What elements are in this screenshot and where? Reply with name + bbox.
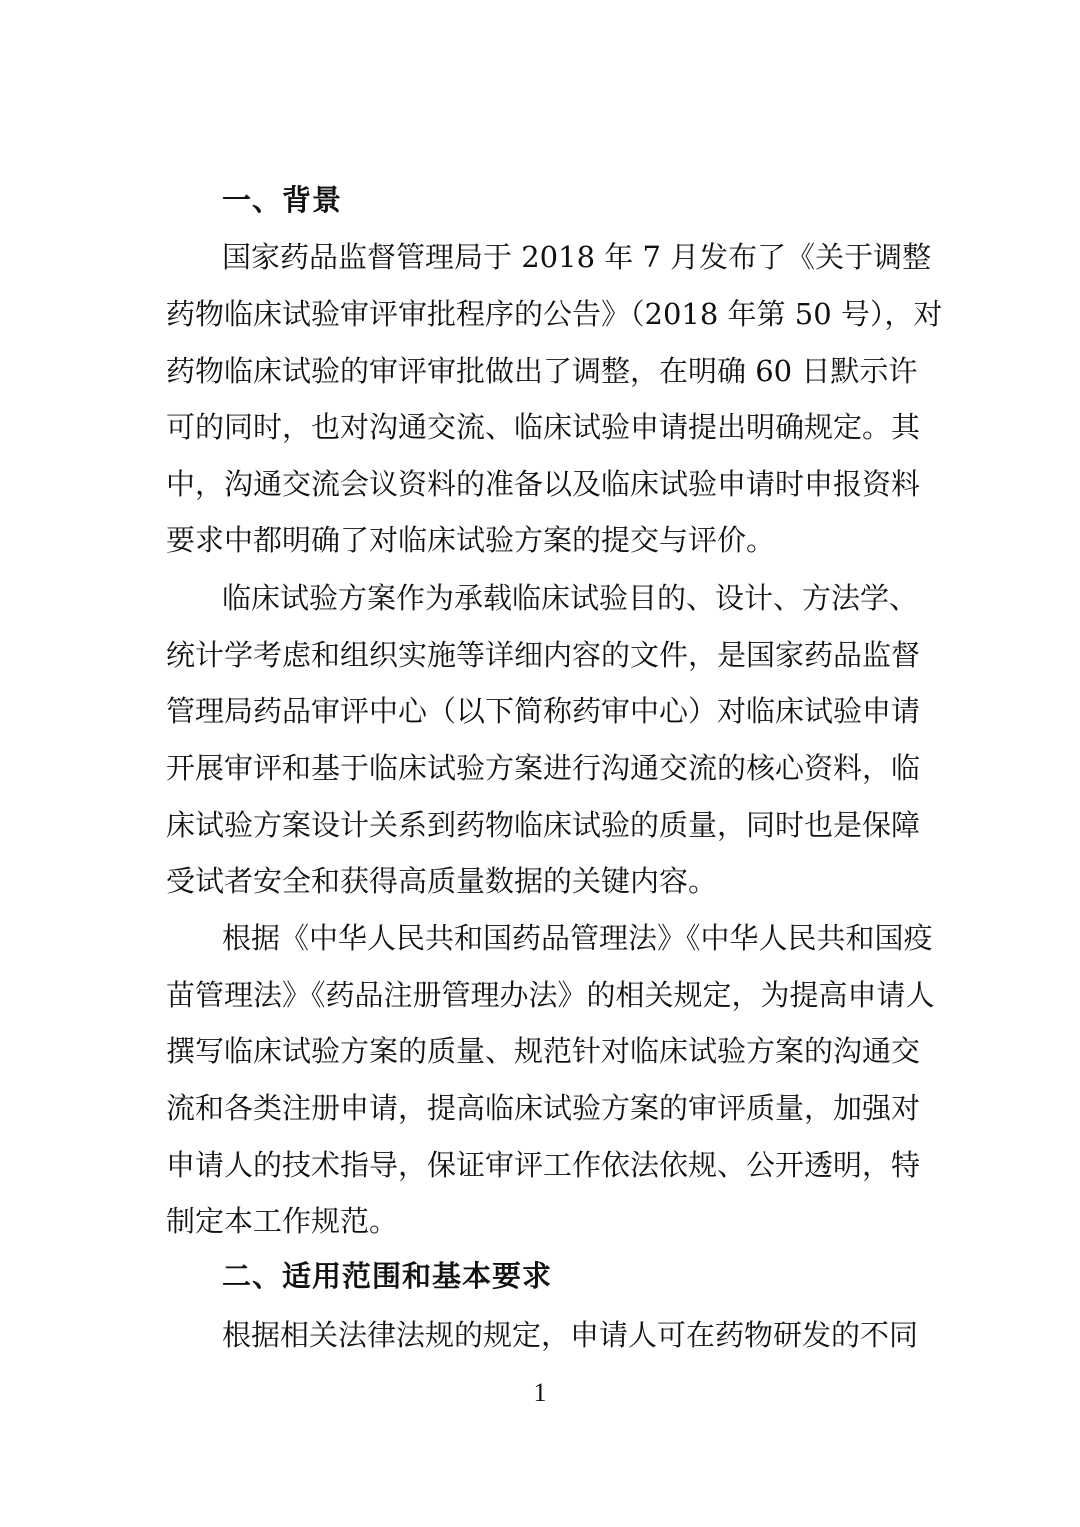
paragraph-3-line-2: 苗管理法》《药品注册管理办法》的相关规定，为提高申请人 — [166, 978, 935, 1012]
paragraph-1-line-3: 药物临床试验的审评审批做出了调整，在明确 60 日默示许 — [166, 354, 918, 388]
paragraph-1-line-2: 药物临床试验审评审批程序的公告》（2018 年第 50 号），对 — [166, 297, 943, 331]
paragraph-2-line-6: 受试者安全和获得高质量数据的关键内容。 — [166, 864, 718, 898]
section-heading-scope: 二、适用范围和基本要求 — [222, 1259, 553, 1293]
paragraph-3-line-6: 制定本工作规范。 — [166, 1204, 399, 1238]
paragraph-4-line-1: 根据相关法律法规的规定，申请人可在药物研发的不同 — [222, 1318, 919, 1352]
section-heading-background: 一、背景 — [222, 183, 343, 217]
paragraph-1-line-1: 国家药品监督管理局于 2018 年 7 月发布了《关于调整 — [222, 240, 932, 274]
paragraph-2-line-4: 开展审评和基于临床试验方案进行沟通交流的核心资料，临 — [166, 751, 921, 785]
paragraph-2-line-2: 统计学考虑和组织实施等详细内容的文件，是国家药品监督 — [166, 638, 921, 672]
paragraph-3-line-3: 撰写临床试验方案的质量、规范针对临床试验方案的沟通交 — [166, 1034, 921, 1068]
paragraph-3-line-5: 申请人的技术指导，保证审评工作依法依规、公开透明，特 — [166, 1148, 921, 1182]
paragraph-2-line-1: 临床试验方案作为承载临床试验目的、设计、方法学、 — [222, 581, 919, 615]
page-number: 1 — [533, 1378, 547, 1407]
paragraph-1-line-6: 要求中都明确了对临床试验方案的提交与评价。 — [166, 523, 776, 557]
paragraph-1-line-4: 可的同时，也对沟通交流、临床试验申请提出明确规定。其 — [166, 410, 921, 444]
paragraph-1-line-5: 中，沟通交流会议资料的准备以及临床试验申请时申报资料 — [166, 467, 921, 501]
paragraph-3-line-4: 流和各类注册申请，提高临床试验方案的审评质量，加强对 — [166, 1091, 921, 1125]
paragraph-2-line-3: 管理局药品审评中心（以下简称药审中心）对临床试验申请 — [166, 694, 921, 728]
paragraph-2-line-5: 床试验方案设计关系到药物临床试验的质量，同时也是保障 — [166, 808, 921, 842]
paragraph-3-line-1: 根据《中华人民共和国药品管理法》《中华人民共和国疫 — [222, 921, 933, 955]
